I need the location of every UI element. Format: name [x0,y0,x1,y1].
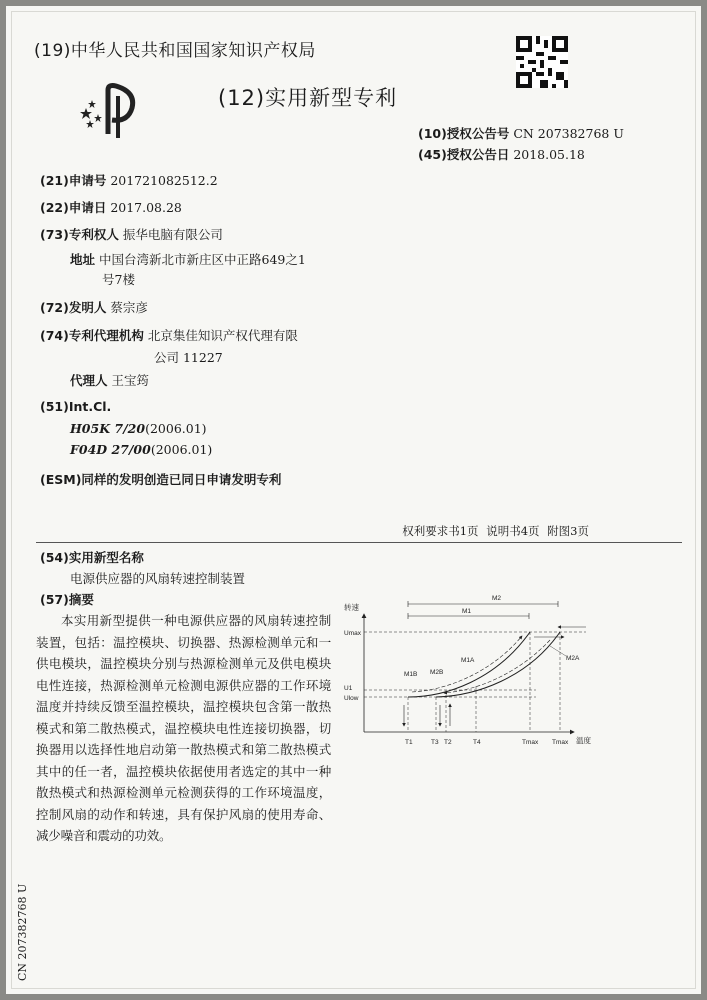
page-counts: 权利要求书1页 说明书4页 附图3页 [402,524,589,538]
esm-note: (ESM)同样的发明创造已同日申请发明专利 [40,472,282,487]
ipc-code-2-version: (2006.01) [150,442,213,457]
label-t3: T3 [431,739,439,746]
label-tmax-1: Tmax [522,739,539,746]
filing-date-label: (22)申请日 [40,200,107,215]
application-number-row [40,171,218,189]
agent: 王宝筠 [111,373,150,388]
label-ulow: Ulow [344,695,359,702]
abstract-text: 本实用新型提供一种电源供应器的风扇转速控制装置，包括：温控模块、切换器、热源检测单元和一供电模块，温控模块分别与热源检测单元及供电模块电性连接，热源检测单元检测电源供应器的工作环境温度并持续反馈至温控模块，温控模块包含第一散热模式和第二散热模式，温控模块电性连接切换器，切换器用以选择性地启动第一散热模式和第二散热模式其中的任一者，温控模块依据使用者选定的其中一种散热模式和热源检测单元检测获得的工作环境温度，控制风扇的动作和转速，具有保护风扇的使用寿命、减少噪音和震动的功效。 [36,613,331,843]
filing-date: 2017.08.28 [110,200,182,215]
address-label: 地址 [70,252,96,267]
curve-m1 [408,632,530,697]
side-publication-number: CN 207382768 U [16,883,29,981]
y-axis-label: 转速 [344,603,359,612]
address-line-2: 号7楼 [102,272,135,287]
label-t4: T4 [473,739,481,746]
address-line-1: 中国台湾新北市新庄区中正路649之1 [99,252,306,267]
qr-code-icon [516,36,568,88]
title-label: (54)实用新型名称 [40,550,144,565]
agency-line-2: 公司 11227 [154,350,223,365]
filing-date-row [40,198,182,216]
label-m2b: M2B [430,669,444,676]
int-cl-label: (51)Int.Cl. [40,399,112,414]
application-number: 201721082512.2 [110,173,218,188]
patentee-row [40,225,223,243]
label-tmax-2: Tmax [552,739,569,746]
agency-row [40,326,298,344]
agent-label: 代理人 [70,373,108,388]
divider [36,542,682,543]
application-number-label: (21)申请号 [40,173,107,188]
publication-number-label: (10)授权公告号 [418,126,510,141]
agency-label: (74)专利代理机构 [40,328,144,343]
agent-row [70,371,149,389]
ipc-code-2-code: F04D 27/00 [70,442,151,457]
label-umax: Umax [344,630,361,637]
ipc-code-1-version: (2006.01) [145,421,207,436]
label-t2: T2 [444,739,452,746]
publication-date-label: (45)授权公告日 [418,147,510,162]
patentee-label: (73)专利权人 [40,227,119,242]
ipc-code-1 [70,421,207,436]
ipc-code-2 [70,442,212,457]
x-axis-label: 温度 [576,736,591,745]
issuing-office: (19)中华人民共和国国家知识产权局 [34,41,316,61]
label-m1b: M1B [404,671,418,678]
publication-date-row [418,145,585,163]
curve-m2 [436,632,560,697]
publication-date: 2018.05.18 [513,147,585,162]
inventor: 蔡宗彦 [110,300,148,315]
document-type: (12)实用新型专利 [218,86,398,110]
label-m1a: M1A [461,657,475,664]
label-m2a: M2A [566,655,580,662]
publication-number-row [418,124,624,142]
inventor-label: (72)发明人 [40,300,107,315]
agency-line-1: 北京集佳知识产权代理有限 [147,328,298,343]
patentee: 振华电脑有限公司 [122,227,223,242]
label-m1: M1 [462,608,472,615]
publication-number: CN 207382768 U [513,126,624,141]
office-logo-icon [78,82,144,142]
label-u1: U1 [344,685,353,692]
abstract-figure [336,580,606,756]
utility-model-title: 电源供应器的风扇转速控制装置 [70,571,246,586]
address-row [70,250,306,268]
ipc-code-1-code: H05K 7/20 [70,421,146,436]
inventor-row [40,298,148,316]
label-t1: T1 [405,739,413,746]
label-m2: M2 [492,595,502,602]
abstract-label: (57)摘要 [40,592,94,607]
